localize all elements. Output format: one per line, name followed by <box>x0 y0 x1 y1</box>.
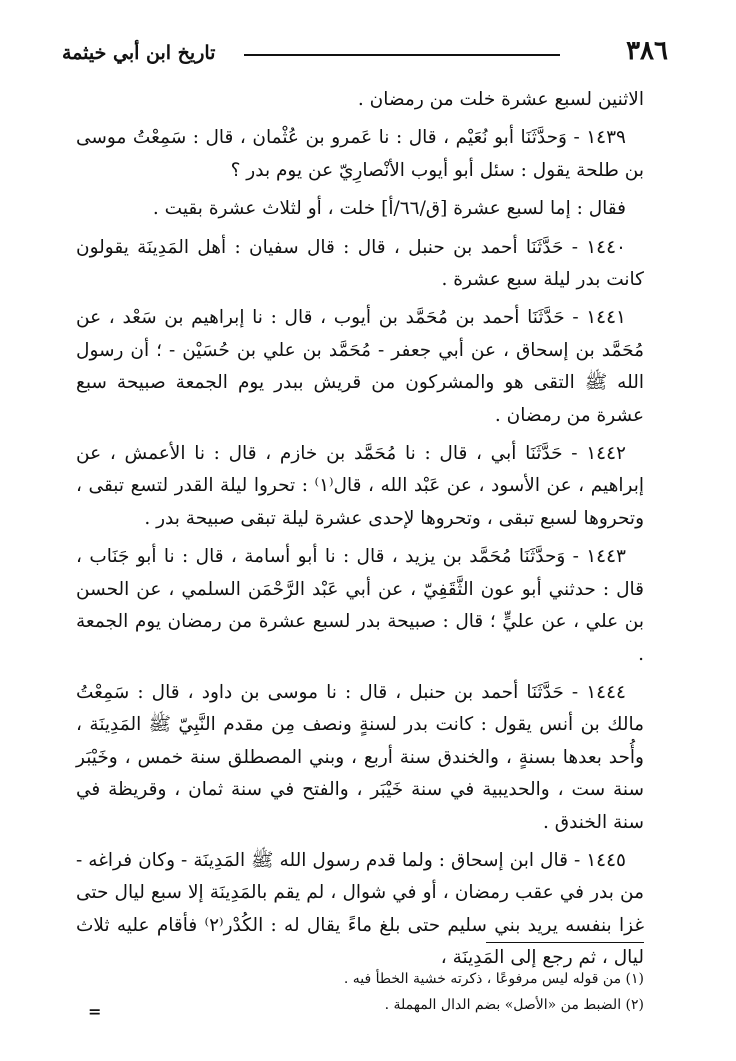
running-title: تاريخ ابن أبي خيثمة <box>62 42 216 64</box>
hadith-1444: ١٤٤٤ - حَدَّثَنَا أحمد بن حنبل ، قال : نا موسى بن داود ، قال : سَمِعْتُ مالك بن أنس يقول : كانت بدر لسنةٍ ونصف مِن مقدم النَّبِيّ ﷺ المَدِينَة ، وأُحد بعدها بسنةٍ ، والخندق سنة أربع ، وبني المصطلق سنة خمس ، وخَيْبَر سنة ست ، والحديبية في سنة خَيْبَر ، والفتح في سنة ثمان ، وقريظة في سنة الخندق . <box>76 681 644 833</box>
hadith-1440: ١٤٤٠ - حَدَّثَنَا أحمد بن حنبل ، قال : قال سفيان : أهل المَدِينَة يقولون كانت بدر ليلة سبع عشرة . <box>76 236 644 291</box>
continuation-mark: = <box>88 1002 102 1021</box>
hadith-1445: ١٤٤٥ - قال ابن إسحاق : ولما قدم رسول الله ﷺ المَدِينَة - وكان فراغه - من بدر في عقب رمضان ، أو في شوال ، لم يقم بالمَدِينَة إلا سبع ليال حتى غزا بنفسه يريد بني سليم حتى بلغ ماءً يقال له : الكُدْر⁽٢⁾ فأقام عليه ثلاث ليال ، ثم رجع إلى المَدِينَة ، <box>76 849 644 969</box>
hadith-1439: ١٤٣٩ - وَحدَّثَنَا أبو نُعَيْم ، قال : نا عَمرو بن عُثْمان ، قال : سَمِعْتُ موسى بن طلحة يقول : سئل أبو أيوب الأنْصارِيّ عن يوم بدر ؟ <box>76 127 644 181</box>
paragraph-continuation: الاثنين لسبع عشرة خلت من رمضان . <box>357 89 644 110</box>
footnotes <box>90 966 644 1018</box>
footnote-1: (١) من قوله ليس مرفوعًا ، ذكرته خشية الخطأ فيه . <box>343 971 644 987</box>
hadith-1439-answer: فقال : إما لسبع عشرة [ق/٦٦/أ] خلت ، أو لثلاث عشرة بقيت . <box>152 198 626 220</box>
footnote-2: (٢) الضبط من «الأصل» بضم الدال المهملة . <box>384 997 644 1013</box>
page-header <box>62 36 668 76</box>
hadith-1441: ١٤٤١ - حَدَّثَنَا أحمد بن مُحَمَّد بن أيوب ، قال : نا إبراهيم بن سَعْد ، عن مُحَمَّد بن إسحاق ، عن أبي جعفر - مُحَمَّد بن علي بن حُسَيْن - ؛ أن رسول الله ﷺ التقى هو والمشركون من قريش ببدر يوم الجمعة صبيحة سبع عشرة من رمضان . <box>76 307 644 426</box>
header-rule <box>244 54 560 56</box>
hadith-1442: ١٤٤٢ - حَدَّثَنَا أبي ، قال : نا مُحَمَّد بن خازم ، قال : نا الأعمش ، عن إبراهيم ، عن الأسود ، عن عَبْد الله ، قال⁽١⁾ : تحروا ليلة القدر لتسع تبقى ، وتحروها لسبع تبقى ، وتحروها لإحدى عشرة ليلة تبقى صبيحة بدر . <box>76 443 644 529</box>
footnote-rule <box>486 942 644 943</box>
body-text <box>76 84 644 981</box>
page-number: ٣٨٦ <box>626 36 668 66</box>
hadith-1443: ١٤٤٣ - وَحدَّثَنَا مُحَمَّد بن يزيد ، قال : نا أبو أسامة ، قال : نا أبو جَنَاب ، قال : حدثني أبو عون الثَّقَفِيّ ، عن أبي عَبْد الرَّحْمَن السلمي ، عن الحسن بن علي ، عن عليٍّ ؛ قال : صبيحة بدر لسبع عشرة من رمضان يوم الجمعة . <box>76 546 644 665</box>
